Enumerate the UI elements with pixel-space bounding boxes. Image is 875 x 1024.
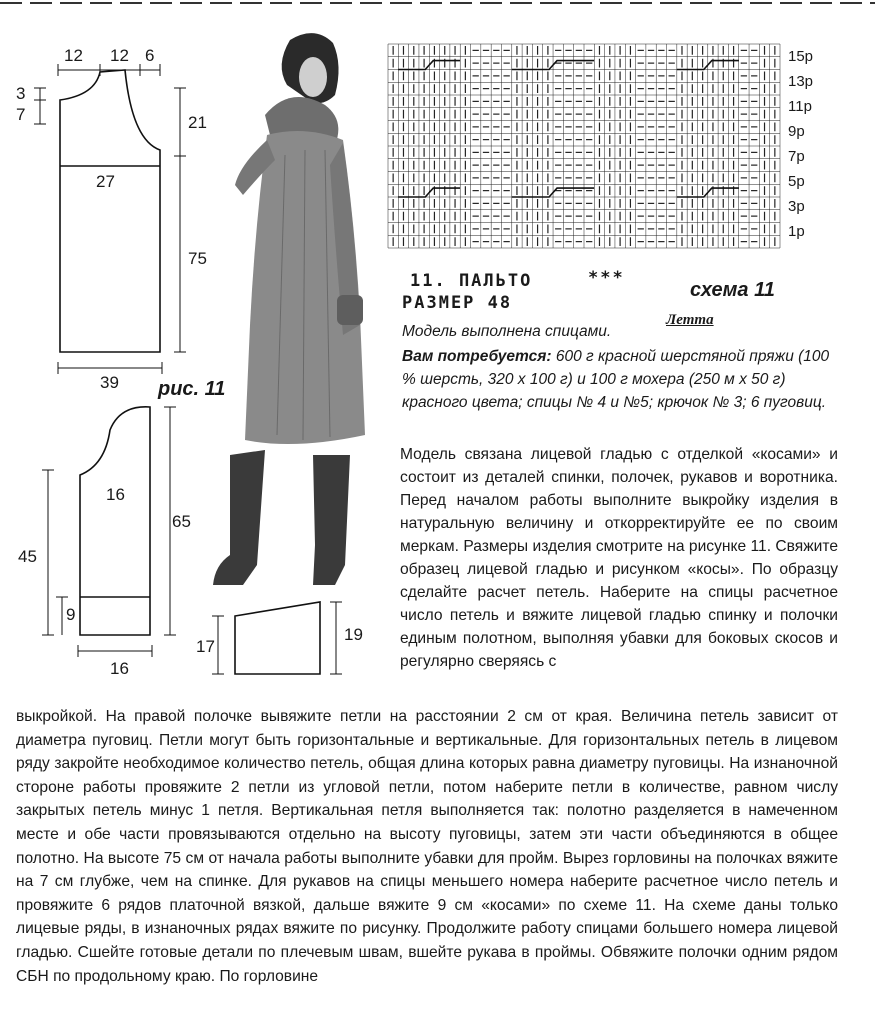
chart-row-label: 15р	[788, 48, 814, 65]
chart-row-label: 9р	[788, 123, 805, 140]
chart-row-label: 5р	[788, 173, 805, 190]
article-title: 11. ПАЛЬТО	[410, 271, 533, 291]
dim-collar-left: 17	[196, 637, 215, 656]
chart-caption: схема 11	[690, 279, 775, 301]
chart-row-label: 13р	[788, 73, 814, 90]
dim-bottom: 39	[100, 373, 119, 392]
dim-neck-2: 7	[16, 105, 26, 124]
dim-armhole: 21	[188, 113, 207, 132]
dim-top-1: 12	[64, 46, 83, 65]
dim-sleeve-width: 16	[106, 485, 125, 504]
dim-collar-right: 19	[344, 625, 363, 644]
dim-bust: 27	[96, 172, 115, 191]
article-size: РАЗМЕР 48	[402, 293, 513, 313]
difficulty-stars: ***	[588, 268, 625, 288]
materials-paragraph	[402, 345, 840, 414]
dim-body-height: 75	[188, 249, 207, 268]
dim-sleeve-bottom: 16	[110, 659, 129, 678]
stitch-chart	[384, 40, 784, 252]
body-text-wide: выкройкой. На правой полочке вывяжите петли на расстоянии 2 см от края. Величина петель зависит от диаметра пуговиц. Петли могут быть горизонтальные и вертикальные. Для горизонтальных петель в лицевом ряду закройте необходимое количество петель, общая длина которых равна диаметру пуговицы. На изнаночной стороне работы провяжите 2 петли из угловой петли, потом наберите петли в количестве, равном числу закрытых петель минус 1 петля. Вертикальная петля выполняется так: полотно разделяется в намеченном месте и обе части провязываются отдельно на высоту пуговицы, затем эти части объединяются в общее полотно. На высоте 75 см от начала работы выполните убавки для пройм. Вырез горловины на полочках вяжите на 7 см глубже, чем на спинке. Для рукавов на спицы меньшего номера наберите расчетное число петель и провяжите 6 рядов платочной вязкой, дальше вяжите 9 см «косами» по схеме 11. На схеме даны только лицевые ряды, в изнаночных рядах вяжите по рисунку. Продолжите работу спицами большего номера лицевой гладью. Сшейте готовые детали по плечевым швам, вшейте рукава в проймы. Обвяжите полочки одним рядом СБН по продольному краю. По горловине	[16, 708, 838, 985]
materials-label: Вам потребуется:	[402, 348, 552, 365]
figure-caption: рис. 11	[158, 378, 226, 400]
dim-neck-1: 3	[16, 84, 26, 103]
chart-row-label: 11р	[788, 98, 812, 115]
chart-row-label: 7р	[788, 148, 805, 165]
dim-top-3: 6	[145, 46, 155, 65]
materials-text: 600 г красной шерстяной пряжи (100 % шерсть, 320 х 100 г) и 100 г мохера (250 м х 50 г) красного цвета; спицы № 4 и №5; крючок № 3; 6 пуговиц.	[402, 348, 830, 411]
dim-sleeve-height: 45	[18, 547, 37, 566]
chart-row-label: 1р	[788, 223, 805, 240]
dim-top-2: 12	[110, 46, 129, 65]
body-text-narrow: Модель связана лицевой гладью с отделкой «косами» и состоит из деталей спинки, полочек, рукавов и воротника. Перед началом работы выполните выкройку изделия в натуральную величину и откорректируйте ее по своим меркам. Размеры изделия смотрите на рисунке 11. Свяжите образец лицевой гладью и рисунком «косы». По образцу сделайте расчет петель. Наберите на спицы расчетное число петель и вяжите лицевой гладью спинку и полочки единым полотном, выполняя убавки для боковых скосов и регулярно сверяясь с	[400, 446, 838, 670]
dim-sleeve-total: 65	[172, 512, 191, 531]
watermark: Летта	[666, 312, 714, 328]
model-photo	[195, 25, 395, 600]
chart-row-label: 3р	[788, 198, 805, 215]
intro-line: Модель выполнена спицами.	[402, 323, 612, 340]
dim-cuff: 9	[66, 605, 76, 624]
